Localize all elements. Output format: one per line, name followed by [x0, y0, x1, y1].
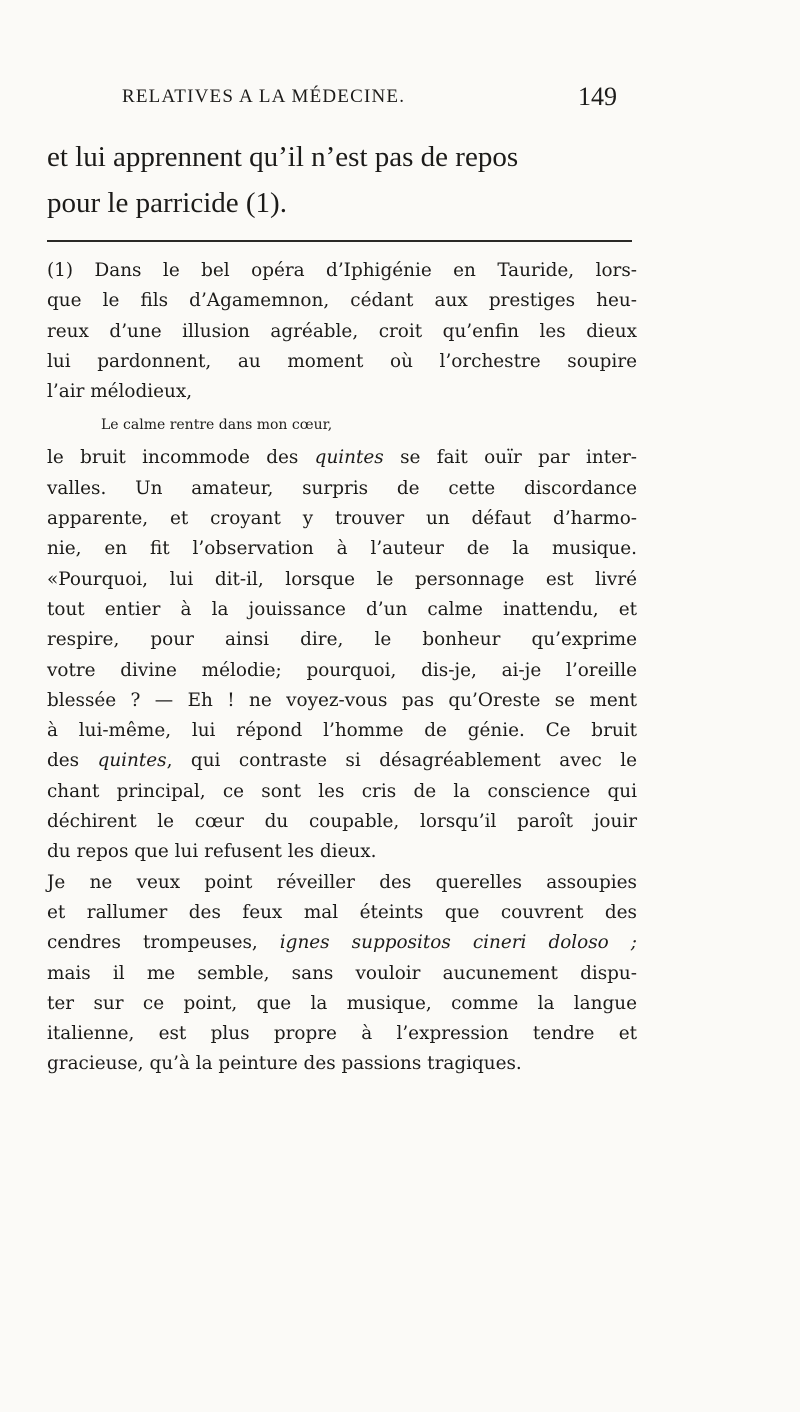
footnote-line: respire, pour ainsi dire, le bonheur qu’exprime — [47, 629, 637, 651]
footnote-line — [47, 746, 637, 776]
footnote-line: déchirent le cœur du coupable, lorsqu’il paroît jouir — [47, 811, 637, 833]
page-number: 149 — [578, 82, 617, 111]
footnote-line: et rallumer des feux mal éteints que couvrent des — [47, 901, 637, 923]
footnote-line — [47, 443, 637, 473]
footnote-line: Je ne veux point réveiller des querelles assoupies — [47, 871, 637, 893]
footnote-separator — [47, 240, 632, 242]
footnote-line: (1) Dans le bel opéra d’Iphigénie en Tauride, lors- — [47, 260, 637, 281]
italic-word: quintes — [314, 447, 384, 469]
text-run: des — [47, 750, 98, 772]
footnote-line: chant principal, ce sont les cris de la conscience qui — [47, 780, 637, 802]
footnote-line: lui pardonnent, au moment où l’orchestre soupire — [47, 350, 637, 372]
footnote-line: apparente, et croyant y trouver un défaut d’harmo- — [47, 508, 637, 530]
italic-word: quintes — [97, 750, 167, 772]
footnote-line: votre divine mélodie; pourquoi, dis-je, ai-je l’oreille — [47, 659, 637, 681]
text-run: , qui contraste si désagréablement avec le — [166, 750, 637, 772]
footnote-line — [47, 928, 637, 958]
footnote-line: du repos que lui refusent les dieux. — [47, 841, 377, 863]
footnote-line: blessée ? — Eh ! ne voyez-vous pas qu’Oreste se ment — [47, 689, 637, 711]
text-run: cendres trompeuses, — [47, 932, 280, 954]
footnote — [47, 256, 637, 1080]
footnote-line: reux d’une illusion agréable, croit qu’enfin les dieux — [47, 320, 637, 342]
footnote-line: nie, en fit l’observation à l’auteur de la musique. — [47, 538, 637, 560]
footnote-line: ter sur ce point, que la musique, comme la langue — [47, 992, 637, 1014]
footnote-line: valles. Un amateur, surpris de cette discordance — [47, 477, 637, 499]
verse-quote: Le calme rentre dans mon cœur, — [101, 417, 333, 434]
footnote-line: que le fils d’Agamemnon, cédant aux prestiges heu- — [47, 290, 637, 312]
footnote-line: mais il me semble, sans vouloir aucunement dispu- — [47, 962, 637, 984]
footnote-line: l’air mélodieux, — [47, 381, 193, 403]
running-head: RELATIVES A LA MÉDECINE. — [122, 86, 406, 107]
text-run: se fait ouïr par inter- — [383, 447, 637, 469]
main-text — [47, 134, 667, 226]
footnote-line: à lui-même, lui répond l’homme de génie. Ce bruit — [47, 720, 637, 742]
footnote-line: gracieuse, qu’à la peinture des passions tragiques. — [47, 1053, 522, 1075]
footnote-line: «Pourquoi, lui dit-il, lorsque le personnage est livré — [47, 568, 637, 590]
latin-quote: ignes suppositos cineri doloso ; — [279, 932, 637, 954]
main-text-line: pour le parricide (1). — [47, 187, 287, 219]
footnote-line: italienne, est plus propre à l’expression tendre et — [47, 1023, 637, 1045]
main-text-line: et lui apprennent qu’il n’est pas de repos — [47, 141, 519, 173]
footnote-line: tout entier à la jouissance d’un calme inattendu, et — [47, 598, 637, 620]
text-run: le bruit incommode des — [47, 447, 315, 469]
